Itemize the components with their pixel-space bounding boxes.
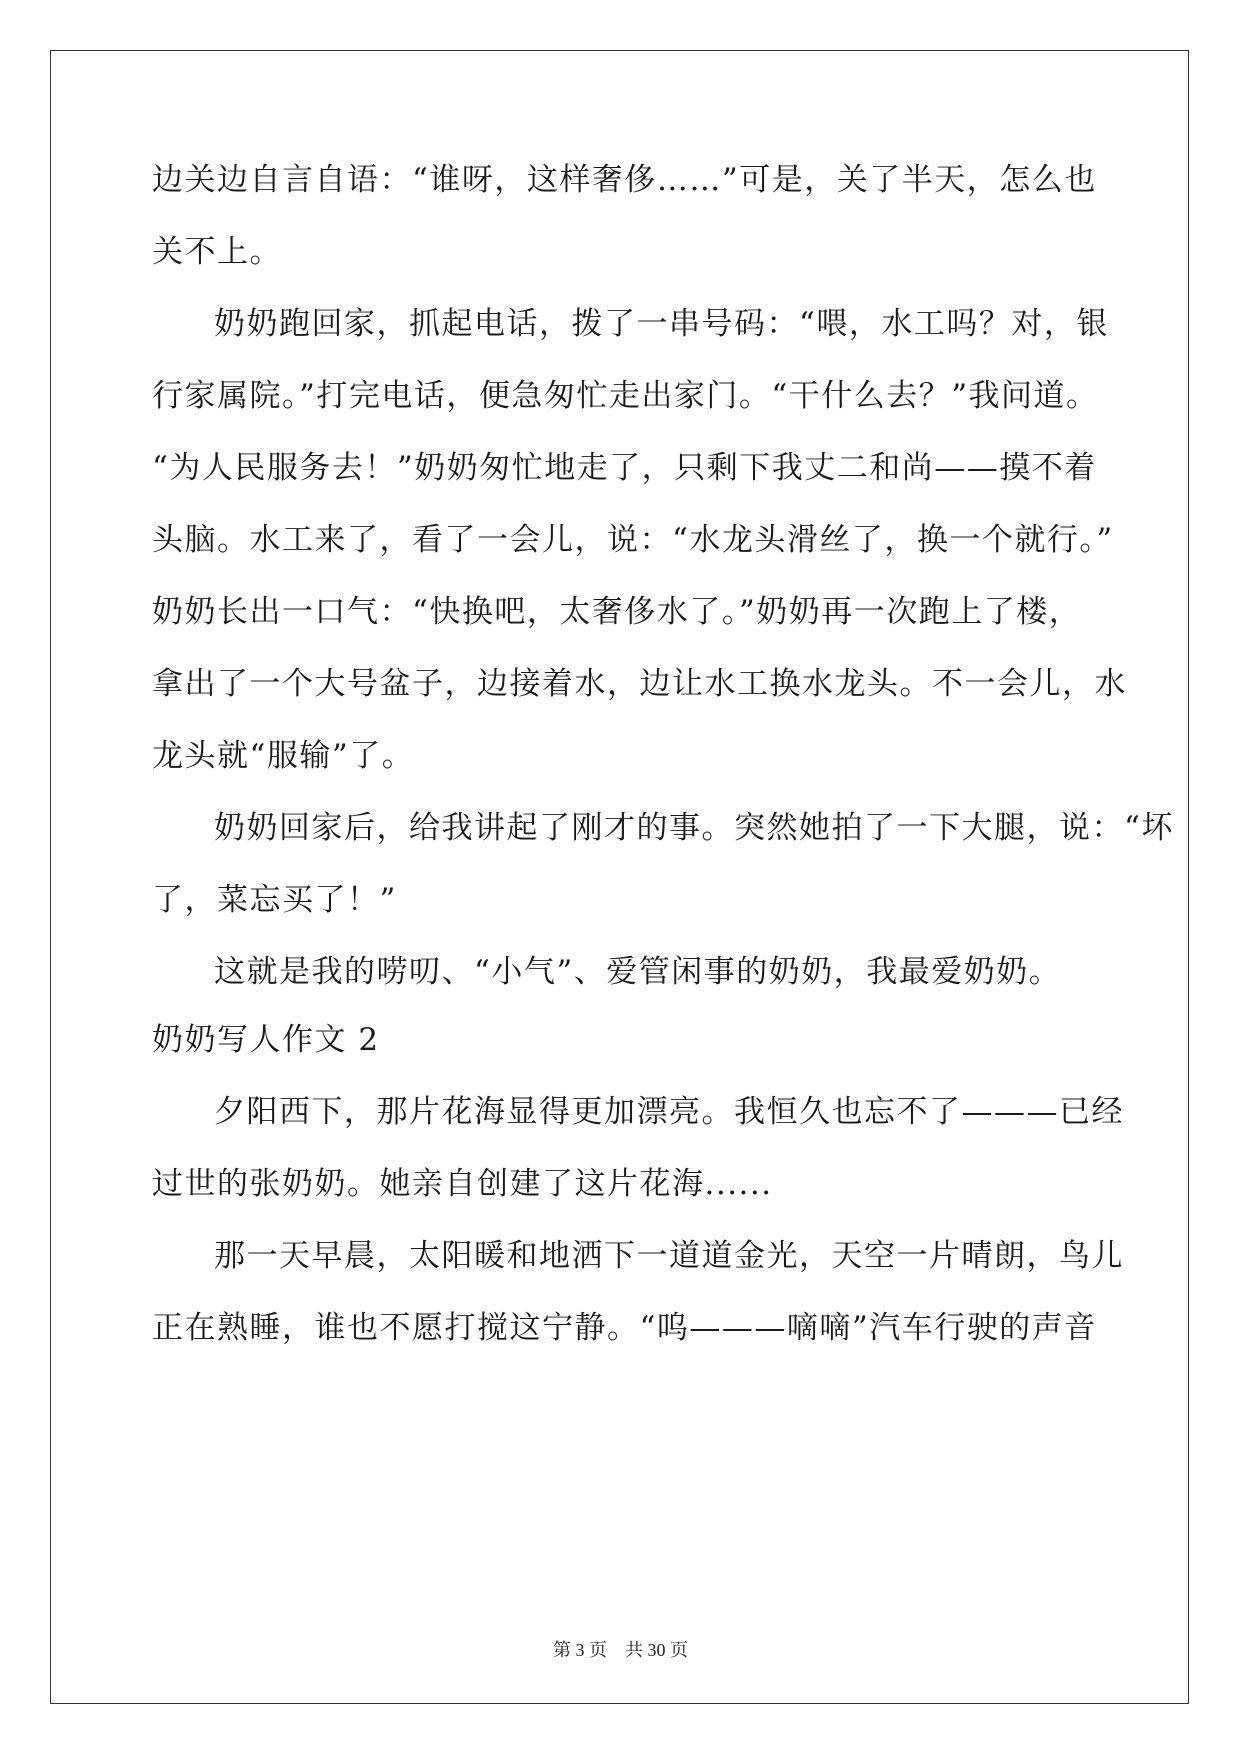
paragraph-start-line: 这就是我的唠叨、“小气”、爱管闲事的奶奶，我最爱奶奶。 — [214, 954, 1062, 990]
paragraph-start-line: 夕阳西下，那片花海显得更加漂亮。我恒久也忘不了———已经 — [214, 1094, 1124, 1130]
paragraph-start-line: 那一天早晨，太阳暖和地洒下一道道金光，天空一片晴朗，鸟儿 — [214, 1238, 1124, 1274]
text-line: “为人民服务去！”奶奶匆忙地走了，只剩下我丈二和尚——摸不着 — [152, 450, 1097, 486]
text-line: 了，菜忘买了！” — [152, 882, 397, 918]
section-heading: 奶奶写人作文 2 — [152, 1022, 380, 1058]
text-line: 头脑。水工来了，看了一会儿，说：“水龙头滑丝了，换一个就行。” — [152, 522, 1114, 558]
text-line: 龙头就“服输”了。 — [152, 738, 415, 774]
page-border — [50, 50, 1189, 1704]
text-line: 正在熟睡，谁也不愿打搅这宁静。“呜———嘀嘀”汽车行驶的声音 — [152, 1310, 1097, 1346]
text-line: 关不上。 — [152, 234, 282, 270]
text-line: 奶奶长出一口气：“快换吧，太奢侈水了。”奶奶再一次跑上了楼， — [152, 594, 1082, 630]
text-line: 边关边自言自语：“谁呀，这样奢侈……”可是，关了半天，怎么也 — [152, 162, 1097, 198]
paragraph-start-line: 奶奶跑回家，抓起电话，拨了一串号码：“喂，水工吗？对，银 — [214, 306, 1109, 342]
text-line: 过世的张奶奶。她亲自创建了这片花海...... — [152, 1166, 773, 1202]
paragraph-start-line: 奶奶回家后，给我讲起了刚才的事。突然她拍了一下大腿，说：“坏 — [214, 810, 1174, 846]
page-number-footer: 第 3 页 共 30 页 — [553, 1640, 688, 1660]
text-line: 行家属院。”打完电话，便急匆忙走出家门。“干什么去？”我问道。 — [152, 378, 1099, 414]
text-line: 拿出了一个大号盆子，边接着水，边让水工换水龙头。不一会儿，水 — [152, 666, 1127, 702]
